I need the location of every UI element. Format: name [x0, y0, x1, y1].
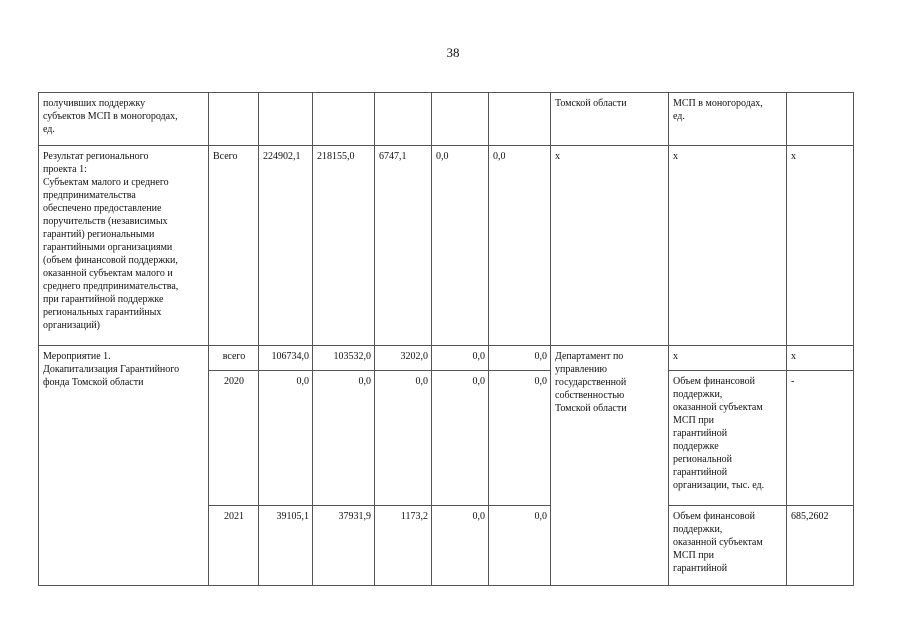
indicator-cell: х [669, 346, 787, 371]
other-cell: 0,0 [489, 506, 551, 586]
regional-cell: 6747,1 [375, 146, 432, 346]
value-cell: - [787, 371, 854, 506]
table-row [39, 146, 854, 346]
value-cell [787, 93, 854, 146]
other-cell: 0,0 [489, 146, 551, 346]
period-cell: 2021 [209, 506, 259, 586]
regional-cell: 0,0 [375, 371, 432, 506]
value-cell: х [787, 346, 854, 371]
total-cell [259, 93, 313, 146]
federal-cell: 37931,9 [313, 506, 375, 586]
table-row [39, 93, 854, 146]
federal-cell [313, 93, 375, 146]
period-cell: Всего [209, 146, 259, 346]
table-row [39, 346, 854, 371]
total-cell: 106734,0 [259, 346, 313, 371]
regional-cell: 3202,0 [375, 346, 432, 371]
indicator-cell: Объем финансовой поддержки, оказанной субъектам МСП при гарантийной поддержке региональной гарантийной организации, тыс. ед. [669, 371, 787, 506]
local-cell: 0,0 [432, 346, 489, 371]
indicator-cell: х [669, 146, 787, 346]
federal-cell: 0,0 [313, 371, 375, 506]
responsible-cell: Томской области [551, 93, 669, 146]
value-cell: х [787, 146, 854, 346]
indicator-cell: Объем финансовой поддержки, оказанной субъектам МСП при гарантийной [669, 506, 787, 586]
local-cell: 0,0 [432, 371, 489, 506]
program-table [38, 92, 854, 586]
row-name-cell: Результат регионального проекта 1: Субъектам малого и среднего предпринимательства обеспечено предоставление поручительств (независимых гарантий) региональными гарантийными организациями (объем финансовой поддержки, оказанной субъектам малого и среднего предпринимательства, при гарантийной поддержке региональных гарантийных организаций) [39, 146, 209, 346]
row-name-cell: получивших поддержку субъектов МСП в моногородах, ед. [39, 93, 209, 146]
row-name-cell: Мероприятие 1. Докапитализация Гарантийного фонда Томской области [39, 346, 209, 586]
period-cell [209, 93, 259, 146]
period-cell: всего [209, 346, 259, 371]
regional-cell [375, 93, 432, 146]
other-cell: 0,0 [489, 346, 551, 371]
federal-cell: 218155,0 [313, 146, 375, 346]
local-cell: 0,0 [432, 146, 489, 346]
regional-cell: 1173,2 [375, 506, 432, 586]
local-cell: 0,0 [432, 506, 489, 586]
responsible-cell: х [551, 146, 669, 346]
period-cell: 2020 [209, 371, 259, 506]
responsible-cell: Департамент по управлению государственной собственностью Томской области [551, 346, 669, 586]
federal-cell: 103532,0 [313, 346, 375, 371]
other-cell [489, 93, 551, 146]
value-cell: 685,2602 [787, 506, 854, 586]
local-cell [432, 93, 489, 146]
total-cell: 224902,1 [259, 146, 313, 346]
indicator-cell: МСП в моногородах, ед. [669, 93, 787, 146]
total-cell: 39105,1 [259, 506, 313, 586]
other-cell: 0,0 [489, 371, 551, 506]
total-cell: 0,0 [259, 371, 313, 506]
page-number: 38 [446, 45, 460, 60]
